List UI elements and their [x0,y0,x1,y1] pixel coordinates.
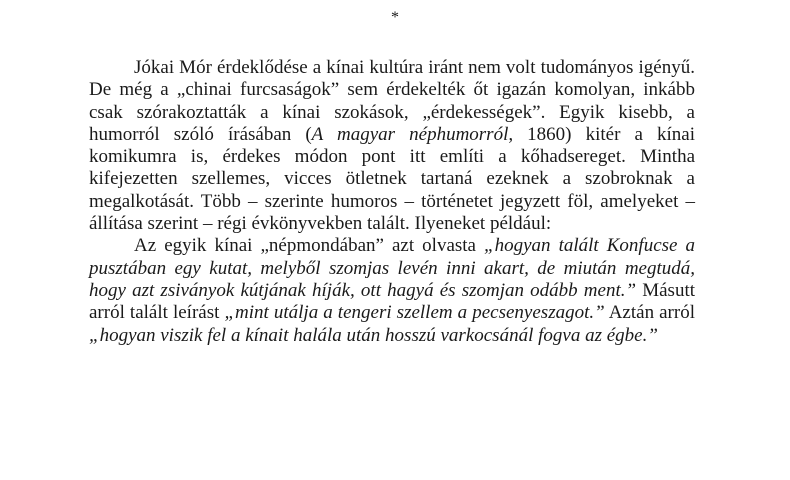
paragraph-2-intro: Az egyik kínai „népmondában” azt olvasta [134,235,485,257]
quote-sea-spirit: „mint utálja a tengeri szellem a pecsenyeszagot.” [224,302,605,324]
body-text [89,57,695,347]
section-asterisk: * [391,9,399,26]
work-title: A magyar néphumorról, [311,123,514,145]
quote-confucius: „hogyan talált Konfucse a pusztában egy kutat, melyből szomjas levén inni akart, de miután megtudá, hogy azt zsiványok kútjának híják, ott hagyá és szomjan odább ment.” [89,235,696,301]
paragraph-2-middle-1: Másutt arról talált leírást [89,279,695,324]
quote-pigtail: „hogyan viszik fel a kínait halála után hosszú varkocsánál fogva az égbe.” [89,324,658,346]
paragraph-1 [89,57,695,235]
paragraph-1-text: Jókai Mór érdeklődése a kínai kultúra iránt nem volt tudományos igényű. De még a „chinai furcsaságok” sem érdekelték őt igazán komolyan, inkább csak szórakoztatták a kínai szokások, „érdekességek”. Egyik kisebb, a humorról szóló írásában ( [89,57,695,145]
paragraph-2 [89,235,695,346]
paragraph-2-middle-2: Aztán arról [604,302,695,324]
paragraph-1-text-after-title: 1860) kitér a kínai komikumra is, érdekes módon pont itt említi a kőhadsereget. Mintha kifejezetten szellemes, vicces ötletnek tartaná ezeknek a szobroknak a megalkotását. Több – szerinte humoros – történetet jegyzett föl, amelyeket – állítása szerint – régi évkönyvekben talált. Ilyeneket például: [89,123,695,235]
